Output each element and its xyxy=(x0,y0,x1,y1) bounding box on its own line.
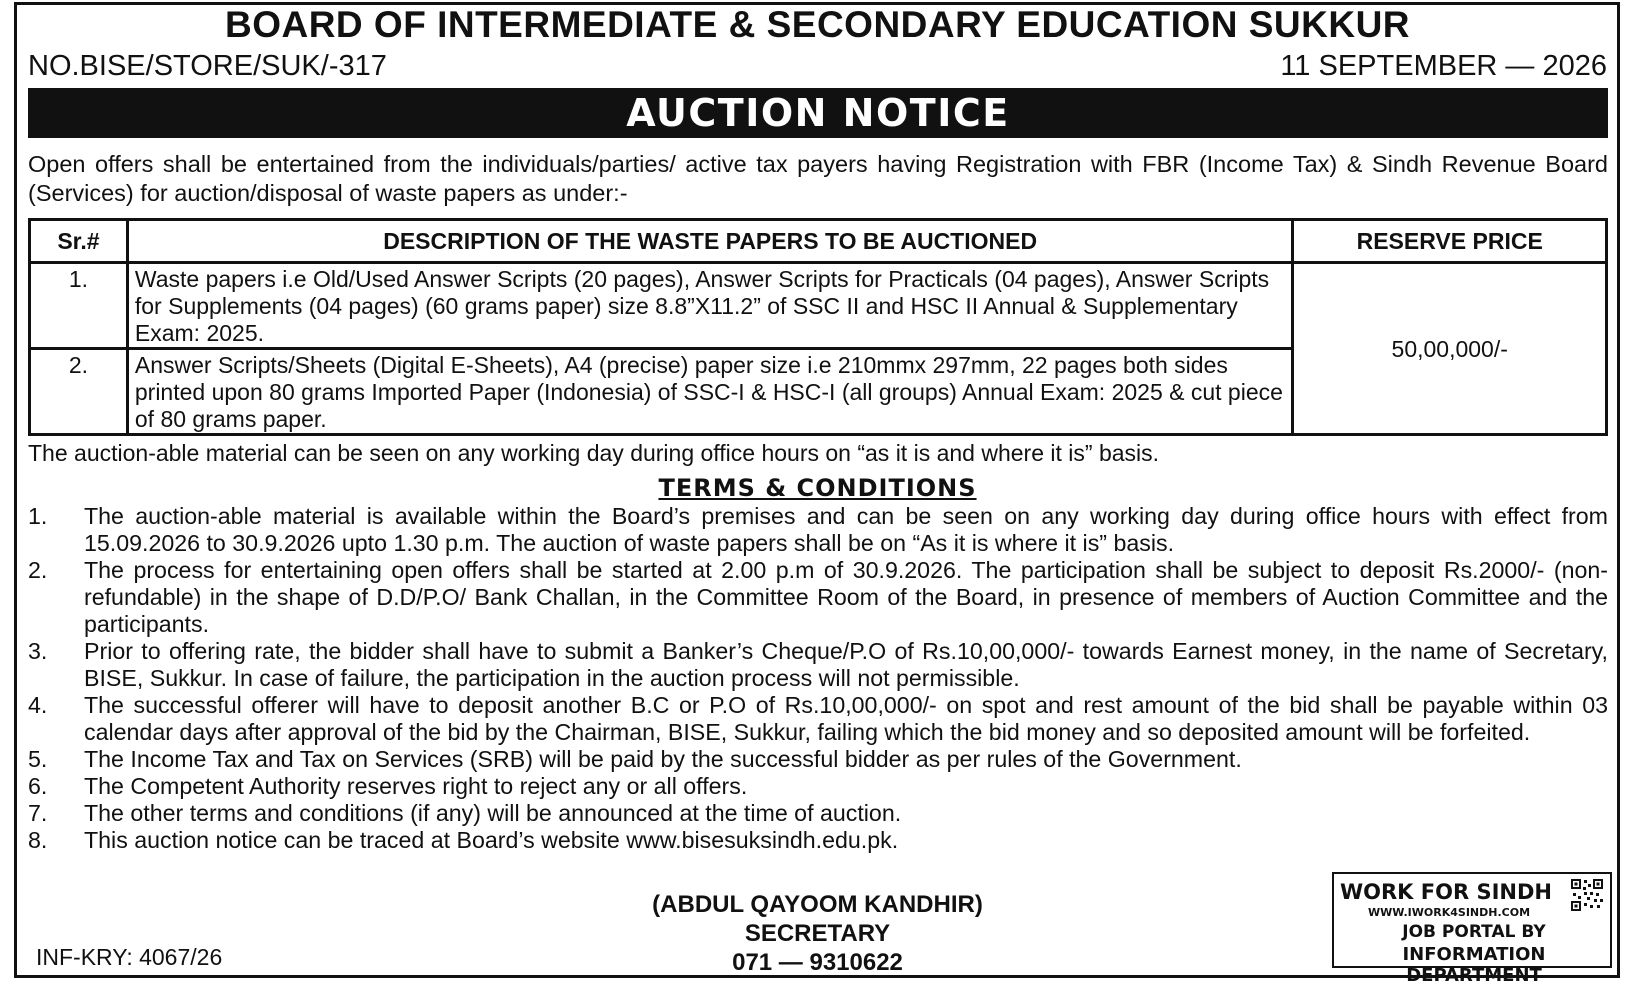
term-text: The successful offerer will have to deposit another B.C or P.O of Rs.10,00,000/- on spot and rest amount of the bid shall be payable within 03 calendar days after approval of the bid by the Chairman, BISE, Sukkur, failing which the bid money and so deposited amount will be forfeited. xyxy=(84,692,1608,745)
row-description: Waste papers i.e Old/Used Answer Scripts (20 pages), Answer Scripts for Practicals (04 pages), Answer Scripts for Supplements (04 pages) (60 grams paper) size 8.8”X11.2” of SSC II and HSC II Annual & Supplementary Exam: 2025. xyxy=(127,263,1293,349)
term-text: Prior to offering rate, the bidder shall have to submit a Banker’s Cheque/P.O of Rs.10,00,000/- towards Earnest money, in the name of Secretary, BISE, Sukkur. In case of failure, the participation in the auction process will not permissible. xyxy=(84,638,1608,691)
term-number: 4. xyxy=(28,692,48,718)
list-item xyxy=(28,827,1608,854)
qr-code-icon xyxy=(1570,878,1604,912)
iwork-badge xyxy=(1332,872,1612,986)
table-row xyxy=(30,263,1607,349)
phone-number: 071 — 9310622 xyxy=(732,949,903,976)
column-header-description: DESCRIPTION OF THE WASTE PAPERS TO BE AUCTIONED xyxy=(127,220,1293,263)
intro-paragraph: Open offers shall be entertained from the individuals/parties/ active tax payers having Registration with FBR (Income Tax) & Sindh Revenue Board (Services) for auction/disposal of waste papers as under:- xyxy=(28,151,1608,206)
notice-date: 11 SEPTEMBER — 2026 xyxy=(1280,50,1607,82)
term-number: 8. xyxy=(28,827,48,853)
row-sr: 1. xyxy=(30,263,128,349)
term-text: The auction-able material is available within the Board’s premises and can be seen on any working day during office hours with effect from 15.09.2026 to 30.9.2026 upto 1.30 p.m. The auction of waste papers shall be on “As it is where it is” basis. xyxy=(84,503,1608,556)
terms-heading: TERMS & CONDITIONS xyxy=(658,474,977,502)
list-item xyxy=(28,638,1608,692)
term-number: 3. xyxy=(28,638,48,664)
term-number: 1. xyxy=(28,503,48,529)
reference-number: NO.BISE/STORE/SUK/-317 xyxy=(28,50,387,82)
list-item xyxy=(28,746,1608,773)
term-text: This auction notice can be traced at Board’s website www.bisesuksindh.edu.pk. xyxy=(84,827,899,853)
badge-subtitle: JOB PORTAL BY xyxy=(1402,922,1546,942)
term-text: The Competent Authority reserves right to reject any or all offers. xyxy=(84,773,748,799)
column-header-reserve-price: RESERVE PRICE xyxy=(1293,220,1607,263)
list-item xyxy=(28,503,1608,557)
badge-website: WWW.IWORK4SINDH.COM xyxy=(1368,906,1531,919)
term-number: 6. xyxy=(28,773,48,799)
term-number: 7. xyxy=(28,800,48,826)
term-text: The process for entertaining open offers shall be started at 2.00 p.m of 30.9.2026. The participation shall be subject to deposit Rs.2000/- (non-refundable) in the shape of D.D/P.O/ Bank Challan, in the Committee Room of the Board, in presence of members of Auction Committee and the participants. xyxy=(84,557,1608,637)
reserve-price: 50,00,000/- xyxy=(1293,263,1607,435)
term-text: The Income Tax and Tax on Services (SRB) will be paid by the successful bidder as per rules of the Government. xyxy=(84,746,1242,772)
term-text: The other terms and conditions (if any) will be announced at the time of auction. xyxy=(84,800,902,826)
list-item xyxy=(28,800,1608,827)
badge-title: WORK FOR SINDH xyxy=(1340,880,1552,904)
column-header-sr: Sr.# xyxy=(30,220,128,263)
row-sr: 2. xyxy=(30,349,128,435)
row-description: Answer Scripts/Sheets (Digital E-Sheets), A4 (precise) paper size i.e 210mmx 297mm, 22 pages both sides printed upon 80 grams Imported Paper (Indonesia) of SSC-I & HSC-I (all groups) Annual Exam: 2025 & cut piece of 80 grams paper. xyxy=(127,349,1293,435)
secretary-title: SECRETARY xyxy=(744,920,891,947)
list-item xyxy=(28,773,1608,800)
list-item xyxy=(28,692,1608,746)
board-name: BOARD OF INTERMEDIATE & SECONDARY EDUCATION SUKKUR xyxy=(224,4,1411,45)
table-header-row xyxy=(30,220,1607,263)
availability-note: The auction-able material can be seen on any working day during office hours on “as it is and where it is” basis. xyxy=(28,440,1160,466)
terms-list xyxy=(28,503,1608,854)
auction-items-table xyxy=(28,218,1608,436)
secretary-name: (ABDUL QAYOOM KANDHIR) xyxy=(652,891,983,918)
notice-title: AUCTION NOTICE xyxy=(28,88,1608,138)
term-number: 5. xyxy=(28,746,48,772)
badge-department: INFORMATION DEPARTMENT xyxy=(1402,944,1546,986)
term-number: 2. xyxy=(28,557,48,583)
list-item xyxy=(28,557,1608,638)
inf-code: INF-KRY: 4067/26 xyxy=(36,944,223,970)
